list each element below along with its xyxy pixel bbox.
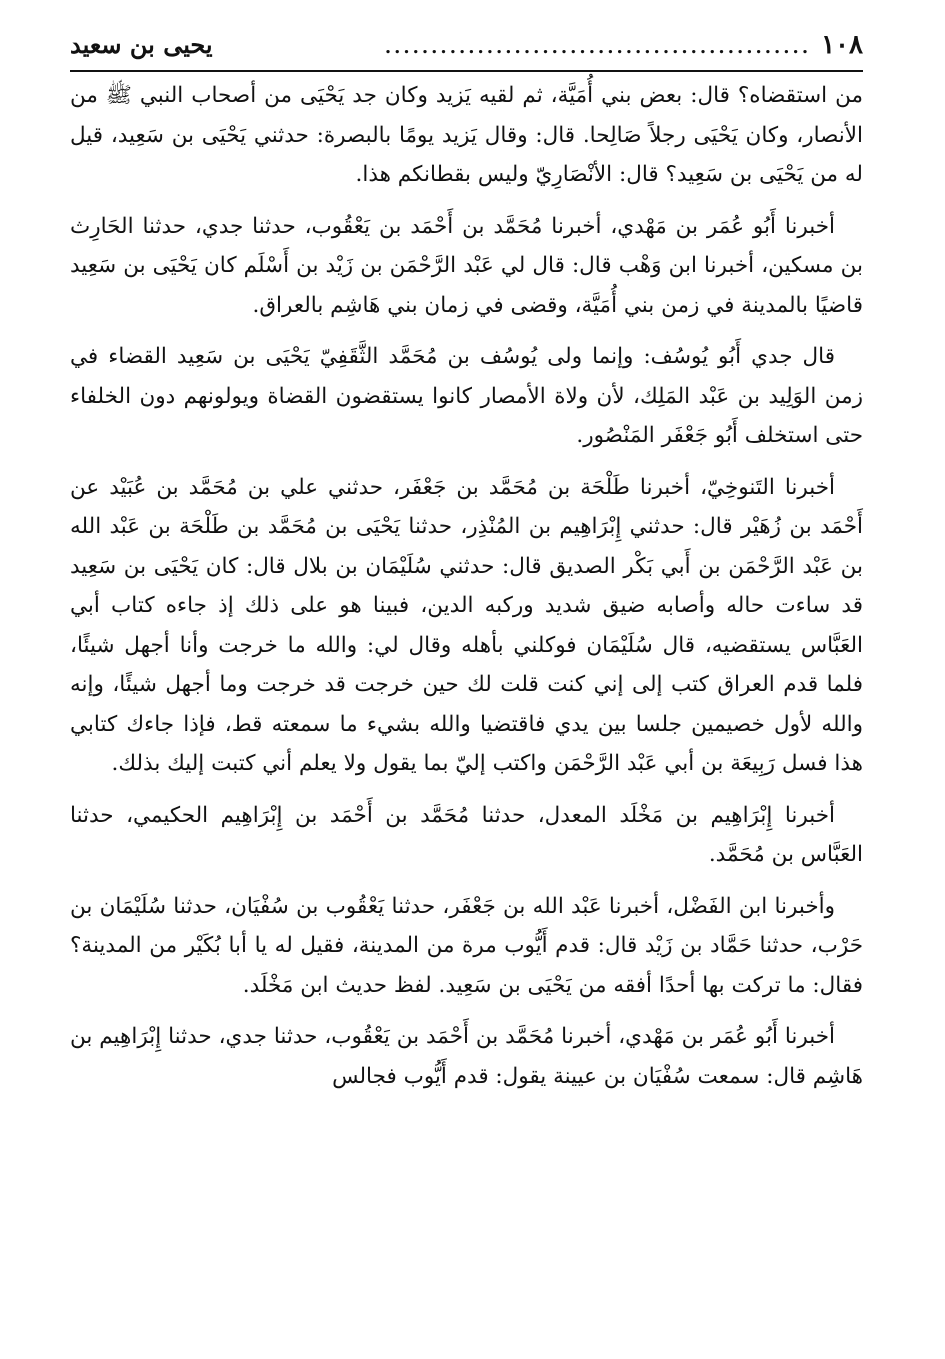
paragraph-7: أخبرنا أَبُو عُمَر بن مَهْدي، أخبرنا مُحَمَّد بن أَحْمَد بن يَعْقُوب، حدثنا جدي، حدثنا إِبْرَاهِيم بن هَاشِم قال: سمعت سُفْيَان بن عيينة يقول: قدم أَيُّوب فجالس bbox=[70, 1024, 863, 1089]
running-title: يحيى بن سعيد bbox=[70, 30, 213, 59]
header-leader-dots: .............................................. bbox=[384, 39, 812, 57]
paragraph-3: قال جدي أَبُو يُوسُف: وإنما ولى يُوسُف بن مُحَمَّد الثَّقَفِيّ يَحْيَى بن سَعِيد القضاء في زمن الوَلِيد بن عَبْد المَلِك، لأن ولاة الأمصار كانوا يستقضون القضاة ويولونهم دون الخلفاء حتى استخلف أَبُو جَعْفَر المَنْصُور. bbox=[70, 344, 863, 448]
page-number: ١٠٨ bbox=[821, 30, 863, 60]
paragraph-1: من استقضاه؟ قال: بعض بني أُمَيَّة، ثم لقيه يَزيد وكان جد يَحْيَى من أصحاب النبي ﷺ من الأنصار، وكان يَحْيَى رجلاً صَالِحا. قال: وقال يَزيد يومًا بالبصرة: حدثني يَحْيَى بن سَعِيد، قيل له من يَحْيَى بن سَعِيد؟ قال: الأنْصَارِيّ وليس بقطانكم هذا. bbox=[70, 83, 863, 187]
paragraph-2: أخبرنا أَبُو عُمَر بن مَهْدي، أخبرنا مُحَمَّد بن أَحْمَد بن يَعْقُوب، حدثنا جدي، حدثنا الحَارِث بن مسكين، أخبرنا ابن وَهْب قال: قال لي عَبْد الرَّحْمَن بن زَيْد بن أَسْلَم كان يَحْيَى بن سَعِيد قاضيًا بالمدينة في زمن بني أُمَيَّة، وقضى في زمان بني هَاشِم بالعراق. bbox=[70, 213, 863, 318]
paragraph-4: أخبرنا التَنوخِيّ، أخبرنا طَلْحَة بن مُحَمَّد بن جَعْفَر، حدثني علي بن مُحَمَّد بن عُبَيْد عن أَحْمَد بن زُهَيْر قال: حدثني إِبْرَاهِيم بن المُنْذِر، حدثنا يَحْيَى بن مُحَمَّد بن طَلْحَة بن عَبْد الله بن عَبْد الرَّحْمَن بن أَبي بَكْر الصديق قال: حدثني سُلَيْمَان بن بلال قال: كان يَحْيَى بن سَعِيد قد ساءت حاله وأصابه ضيق شديد وركبه الدين، فبينا هو على ذلك إذ جاءه كتاب أبي العَبَّاس يستقضيه، قال سُلَيْمَان فوكلني بأهله وقال لي: والله ما خرجت وأنا أجهل شيئًا، فلما قدم العراق كتب إلى إني كنت قلت لك حين خرجت قد خرجت وما أجهل شيئًا، وإنه والله لأول خصيمين جلسا بين يدي فاقتضيا والله بشيء ما سمعته قط، فإذا جاءك كتابي هذا فسل رَبِيعَة بن أبي عَبْد الرَّحْمَن واكتب إليّ بما يقول ولا يعلم أني كتبت إليك بذلك. bbox=[70, 474, 863, 776]
paragraph-6: وأخبرنا ابن الفَضْل، أخبرنا عَبْد الله بن جَعْفَر، حدثنا يَعْقُوب بن سُفْيَان، حدثنا سُلَيْمَان بن حَرْب، حدثنا حَمَّاد بن زَيْد قال: قدم أَيُّوب مرة من المدينة، فقيل له يا أبا بُكَيْر من المدينة؟ فقال: ما تركت بها أحدًا أفقه من يَحْيَى بن سَعِيد. لفظ حديث ابن مَخْلَد. bbox=[70, 893, 863, 998]
page-header bbox=[70, 30, 863, 72]
paragraph-5: أخبرنا إِبْرَاهِيم بن مَخْلَد المعدل، حدثنا مُحَمَّد بن أَحْمَد بن إِبْرَاهِيم الحكيمي، حدثنا العَبَّاس بن مُحَمَّد. bbox=[70, 802, 863, 867]
